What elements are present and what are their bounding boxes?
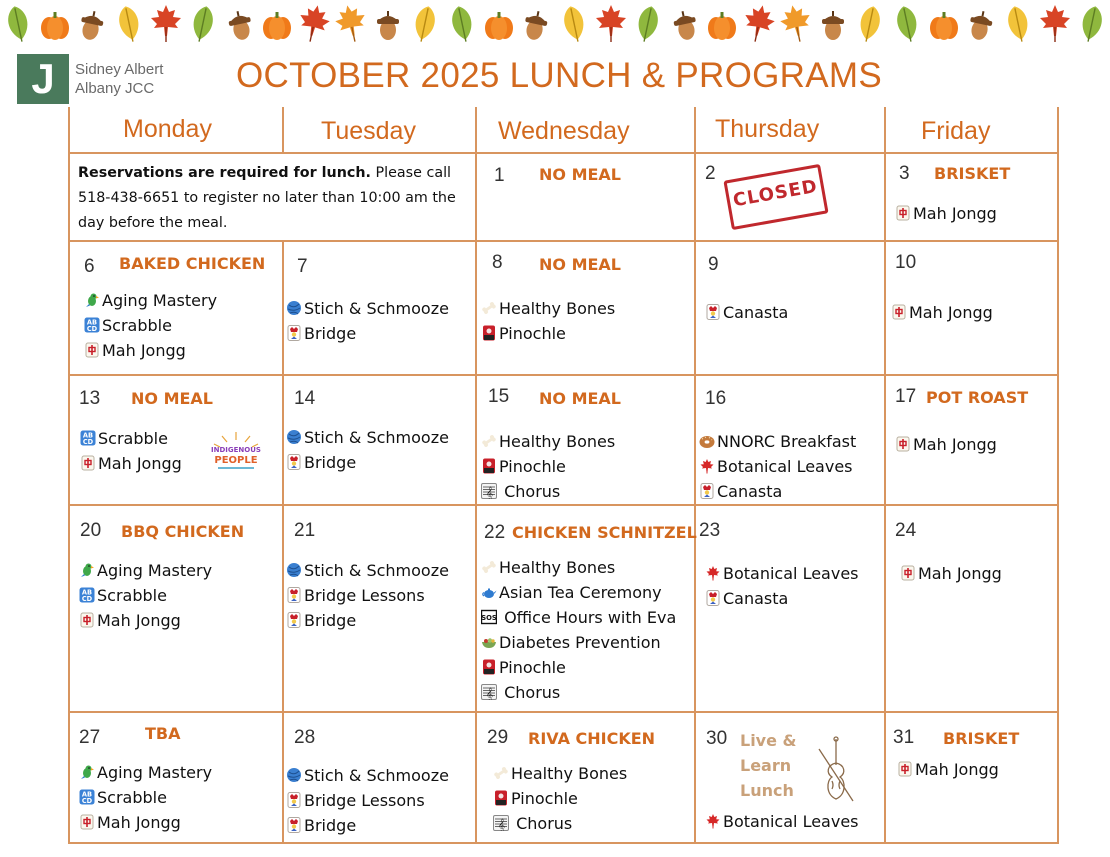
activity-label: Healthy Bones — [499, 432, 616, 451]
mahjong-tile-icon — [79, 812, 95, 828]
activity-label: Mah Jongg — [913, 435, 997, 454]
activity-label: Bridge — [304, 611, 357, 630]
activity-item — [79, 558, 212, 583]
activity-label: Chorus — [511, 814, 573, 833]
day-cell — [68, 376, 282, 504]
indigenous-people-day-badge — [208, 430, 264, 474]
activity-item — [79, 760, 212, 785]
mahjong-tile-icon — [891, 302, 907, 318]
activity-list — [286, 763, 449, 838]
page-title: OCTOBER 2025 LUNCH & PROGRAMS — [236, 56, 882, 95]
day-number: 17 — [895, 386, 917, 407]
acorn-icon — [663, 0, 707, 47]
activity-item — [80, 426, 182, 451]
meal-label: BRISKET — [943, 729, 1020, 748]
activity-list — [79, 760, 212, 835]
activity-label: Pinochle — [499, 457, 566, 476]
activity-item — [900, 561, 1002, 586]
activity-item — [79, 785, 212, 810]
day-number: 10 — [895, 252, 917, 273]
joker-card-icon — [705, 588, 721, 604]
activity-label: Aging Mastery — [97, 763, 213, 782]
day-number: 16 — [705, 388, 727, 409]
svg-text:CD: CD — [81, 797, 93, 805]
abcd-icon — [84, 315, 100, 331]
bone-icon — [481, 431, 497, 447]
activity-item — [286, 788, 449, 813]
acorn-icon — [218, 0, 262, 47]
svg-text:AB: AB — [81, 790, 93, 799]
meal-label: NO MEAL — [539, 389, 621, 408]
activity-list — [705, 561, 859, 611]
activity-label: Chorus — [499, 683, 561, 702]
sos-icon — [481, 607, 497, 623]
day-number: 23 — [699, 520, 721, 541]
activity-list — [80, 426, 182, 476]
activity-item — [481, 555, 676, 580]
day-cell — [283, 242, 475, 374]
day-cell — [885, 713, 1057, 842]
activity-item — [705, 561, 859, 586]
musical-score-icon — [481, 481, 497, 497]
activity-label: Mah Jongg — [913, 204, 997, 223]
activity-label: Scrabble — [97, 586, 167, 605]
yellow-leaf-icon — [107, 0, 151, 47]
pumpkin-icon — [37, 2, 73, 44]
day-number: 27 — [79, 727, 101, 748]
activity-label: Pinochle — [511, 789, 578, 808]
joker-card-icon — [286, 452, 302, 468]
mahjong-tile-icon — [900, 563, 916, 579]
musical-score-icon — [481, 682, 497, 698]
activity-item — [79, 583, 212, 608]
activity-label: Office Hours with Eva — [499, 608, 677, 627]
activity-item — [481, 321, 615, 346]
activity-item — [286, 813, 449, 838]
flower-cards-icon — [481, 657, 497, 673]
meal-label: CHICKEN SCHNITZEL — [512, 523, 697, 542]
pumpkin-icon — [481, 2, 517, 44]
maple-leaf-icon — [705, 563, 721, 579]
bone-icon — [493, 763, 509, 779]
mahjong-tile-icon — [895, 434, 911, 450]
day-cell — [885, 242, 1057, 374]
day-number: 3 — [899, 163, 910, 184]
jcc-logo — [17, 54, 69, 104]
activity-item — [481, 454, 615, 479]
org-line-1: Sidney Albert — [75, 61, 164, 78]
activity-item — [286, 296, 449, 321]
activity-list — [699, 429, 856, 504]
day-cell — [476, 506, 697, 711]
header-thursday: Thursday — [715, 115, 820, 143]
day-number: 9 — [708, 254, 719, 275]
svg-text:INDIGENOUS: INDIGENOUS — [211, 446, 261, 454]
activity-item — [286, 450, 449, 475]
activity-item — [699, 429, 856, 454]
activity-label: Healthy Bones — [499, 558, 616, 577]
activity-list — [705, 300, 788, 325]
joker-card-icon — [286, 585, 302, 601]
activity-item — [481, 680, 676, 705]
activity-item — [79, 608, 212, 633]
activity-label: Mah Jongg — [915, 760, 999, 779]
meal-label: BAKED CHICKEN — [119, 254, 266, 273]
svg-text:CD: CD — [82, 438, 94, 446]
activity-item — [286, 321, 449, 346]
notice-text — [78, 161, 468, 236]
day-number: 1 — [494, 165, 505, 186]
organization-name — [75, 60, 163, 98]
yellow-leaf-icon — [552, 0, 596, 47]
activity-list — [705, 809, 859, 834]
svg-text:AB: AB — [86, 318, 98, 327]
activity-label: Aging Mastery — [102, 291, 218, 310]
activity-label: Bridge Lessons — [304, 586, 425, 605]
activity-label: Mah Jongg — [909, 303, 993, 322]
activity-item — [493, 811, 627, 836]
grid-line — [68, 842, 1059, 844]
activity-label: Canasta — [723, 589, 789, 608]
activity-item — [895, 432, 997, 457]
acorn-icon — [815, 2, 851, 44]
day-cell — [885, 153, 1057, 240]
red-maple-icon — [148, 2, 184, 44]
activity-list — [481, 429, 615, 504]
abcd-icon — [80, 428, 96, 444]
day-number: 24 — [895, 520, 917, 541]
teapot-icon — [481, 582, 497, 598]
pumpkin-icon — [259, 2, 295, 44]
activity-label: Mah Jongg — [97, 611, 181, 630]
day-number: 7 — [297, 256, 308, 277]
maple-leaf-icon — [705, 811, 721, 827]
activity-item — [481, 630, 676, 655]
activity-item — [891, 300, 993, 325]
activity-item — [481, 605, 676, 630]
activity-label: Pinochle — [499, 658, 566, 677]
svg-text:SOS: SOS — [481, 614, 497, 622]
meal-label: RIVA CHICKEN — [528, 729, 656, 748]
mahjong-tile-icon — [84, 340, 100, 356]
activity-label: Aging Mastery — [97, 561, 213, 580]
activity-item — [481, 296, 615, 321]
activity-list — [286, 558, 449, 633]
activity-list — [891, 300, 993, 325]
activity-item — [79, 810, 212, 835]
joker-card-icon — [705, 302, 721, 318]
notice-bold: Reservations are required for lunch. — [78, 165, 371, 181]
activity-item — [705, 300, 788, 325]
joker-card-icon — [286, 815, 302, 831]
activity-item — [705, 586, 859, 611]
activity-item — [705, 809, 859, 834]
orange-maple-icon — [329, 0, 373, 47]
activity-label: Mah Jongg — [98, 454, 182, 473]
activity-item — [481, 580, 676, 605]
day-number: 6 — [84, 256, 95, 277]
activity-label: Stich & Schmooze — [304, 561, 449, 580]
notice-body: Please call 518-438-6651 to register no later than 10:00 am the day before the meal. — [78, 165, 456, 231]
green-leaf-icon — [1070, 0, 1110, 47]
header-tuesday: Tuesday — [321, 117, 416, 145]
activity-item — [84, 313, 217, 338]
activity-label: Mah Jongg — [102, 341, 186, 360]
reservation-notice — [68, 153, 475, 240]
green-leaf-icon — [440, 0, 484, 47]
violin-icon — [813, 735, 859, 809]
activity-item — [699, 454, 856, 479]
yarn-icon — [286, 298, 302, 314]
closed-stamp-text: CLOSED — [731, 175, 820, 212]
parrot-icon — [79, 560, 95, 576]
orange-maple-icon — [774, 0, 818, 47]
day-number: 30 — [706, 728, 728, 749]
red-maple-icon — [593, 2, 629, 44]
activity-list — [900, 561, 1002, 586]
svg-text:AB: AB — [81, 588, 93, 597]
day-cell — [283, 506, 475, 711]
activity-item — [286, 558, 449, 583]
bagel-icon — [699, 431, 715, 447]
acorn-icon — [370, 2, 406, 44]
day-number: 21 — [294, 520, 316, 541]
flower-cards-icon — [481, 323, 497, 339]
activity-item — [493, 761, 627, 786]
meal-label: NO MEAL — [131, 389, 213, 408]
yarn-icon — [286, 560, 302, 576]
activity-item — [481, 655, 676, 680]
svg-text:𝄞: 𝄞 — [486, 687, 494, 700]
yellow-leaf-icon — [996, 0, 1040, 47]
header-wednesday: Wednesday — [498, 117, 630, 145]
activity-item — [286, 608, 449, 633]
header-friday: Friday — [921, 117, 991, 145]
meal-label: NO MEAL — [539, 165, 621, 184]
activity-label: Stich & Schmooze — [304, 766, 449, 785]
activity-label: Healthy Bones — [511, 764, 628, 783]
meal-label: TBA — [145, 724, 181, 743]
meal-label: BBQ CHICKEN — [121, 522, 245, 541]
yarn-icon — [286, 765, 302, 781]
day-number: 8 — [492, 252, 503, 273]
day-number: 2 — [705, 163, 716, 184]
activity-item — [286, 763, 449, 788]
activity-list — [895, 432, 997, 457]
musical-score-icon — [493, 813, 509, 829]
svg-text:PEOPLE: PEOPLE — [214, 455, 258, 466]
green-leaf-icon — [885, 0, 929, 47]
logo-letter: J — [31, 55, 55, 102]
svg-text:CD: CD — [81, 595, 93, 603]
day-cell — [68, 242, 282, 374]
grid-line — [282, 107, 284, 153]
flower-cards-icon — [481, 456, 497, 472]
day-cell — [695, 242, 884, 374]
parrot-icon — [79, 762, 95, 778]
activity-list — [79, 558, 212, 633]
day-cell — [476, 153, 694, 240]
activity-item — [897, 757, 999, 782]
activity-label: Stich & Schmooze — [304, 299, 449, 318]
pumpkin-icon — [704, 2, 740, 44]
day-number: 22 — [484, 522, 506, 543]
parrot-icon — [84, 290, 100, 306]
green-leaf-icon — [0, 0, 40, 47]
activity-list — [481, 555, 676, 705]
day-cell — [695, 713, 884, 842]
day-cell — [885, 376, 1057, 504]
activity-item — [286, 583, 449, 608]
abcd-icon — [79, 787, 95, 803]
day-number: 14 — [294, 388, 316, 409]
joker-card-icon — [699, 481, 715, 497]
mahjong-tile-icon — [895, 203, 911, 219]
activity-label: Bridge — [304, 324, 357, 343]
calendar-grid — [68, 107, 1059, 844]
day-cell — [476, 376, 694, 504]
activity-list — [897, 757, 999, 782]
activity-label: Stich & Schmooze — [304, 428, 449, 447]
activity-item — [84, 288, 217, 313]
day-cell — [283, 713, 475, 842]
activity-label: Pinochle — [499, 324, 566, 343]
activity-item — [493, 786, 627, 811]
activity-label: Asian Tea Ceremony — [499, 583, 662, 602]
salad-icon — [481, 632, 497, 648]
meal-label: POT ROAST — [926, 388, 1029, 407]
mahjong-tile-icon — [80, 453, 96, 469]
day-cell — [68, 713, 282, 842]
day-number: 15 — [488, 386, 510, 407]
day-number: 31 — [893, 727, 915, 748]
svg-text:AB: AB — [82, 431, 94, 440]
mahjong-tile-icon — [897, 759, 913, 775]
activity-list — [481, 296, 615, 346]
day-cell — [476, 713, 694, 842]
activity-item — [80, 451, 182, 476]
activity-label: Scrabble — [102, 316, 172, 335]
activity-label: Canasta — [717, 482, 783, 501]
activity-item — [895, 201, 997, 226]
activity-label: Scrabble — [98, 429, 168, 448]
activity-label: Botanical Leaves — [717, 457, 853, 476]
svg-text:𝄞: 𝄞 — [498, 818, 506, 831]
activity-item — [286, 425, 449, 450]
day-cell — [885, 506, 1057, 711]
day-cell — [695, 506, 884, 711]
joker-card-icon — [286, 790, 302, 806]
day-cell — [476, 242, 694, 374]
activity-label: Canasta — [723, 303, 789, 322]
day-number: 29 — [487, 727, 509, 748]
joker-card-icon — [286, 610, 302, 626]
meal-label: BRISKET — [934, 164, 1011, 183]
activity-label: Healthy Bones — [499, 299, 616, 318]
svg-text:CD: CD — [86, 325, 98, 333]
svg-text:𝄞: 𝄞 — [486, 486, 494, 499]
day-number: 20 — [80, 520, 102, 541]
activity-label: Botanical Leaves — [723, 812, 859, 831]
meal-label: Live & Learn Lunch — [740, 731, 797, 800]
grid-line — [1057, 107, 1059, 844]
red-maple-icon — [1037, 2, 1073, 44]
activity-label: Botanical Leaves — [723, 564, 859, 583]
activity-label: Bridge — [304, 453, 357, 472]
day-cell — [68, 506, 282, 711]
abcd-icon — [79, 585, 95, 601]
day-cell — [695, 153, 884, 240]
yarn-icon — [286, 427, 302, 443]
header-monday: Monday — [123, 115, 212, 143]
activity-label: Mah Jongg — [918, 564, 1002, 583]
activity-item — [84, 338, 217, 363]
activity-label: Scrabble — [97, 788, 167, 807]
activity-label: Diabetes Prevention — [499, 633, 661, 652]
meal-label: NO MEAL — [539, 255, 621, 274]
closed-stamp — [723, 164, 828, 230]
activity-list — [84, 288, 217, 363]
activity-item — [481, 479, 615, 504]
org-line-2: Albany JCC — [75, 80, 155, 97]
autumn-garland — [0, 2, 1110, 46]
activity-label: Mah Jongg — [97, 813, 181, 832]
activity-label: Chorus — [499, 482, 561, 501]
bone-icon — [481, 298, 497, 314]
activity-item — [481, 429, 615, 454]
activity-label: Bridge — [304, 816, 357, 835]
activity-list — [286, 425, 449, 475]
activity-list — [895, 201, 997, 226]
maple-leaf-icon — [699, 456, 715, 472]
day-number: 13 — [79, 388, 101, 409]
activity-list — [286, 296, 449, 346]
activity-label: NNORC Breakfast — [717, 432, 857, 451]
activity-label: Bridge Lessons — [304, 791, 425, 810]
day-cell — [283, 376, 475, 504]
activity-item — [699, 479, 856, 504]
flower-cards-icon — [493, 788, 509, 804]
day-number: 28 — [294, 727, 316, 748]
activity-list — [493, 761, 627, 836]
mahjong-tile-icon — [79, 610, 95, 626]
bone-icon — [481, 557, 497, 573]
pumpkin-icon — [926, 2, 962, 44]
day-cell — [695, 376, 884, 504]
joker-card-icon — [286, 323, 302, 339]
